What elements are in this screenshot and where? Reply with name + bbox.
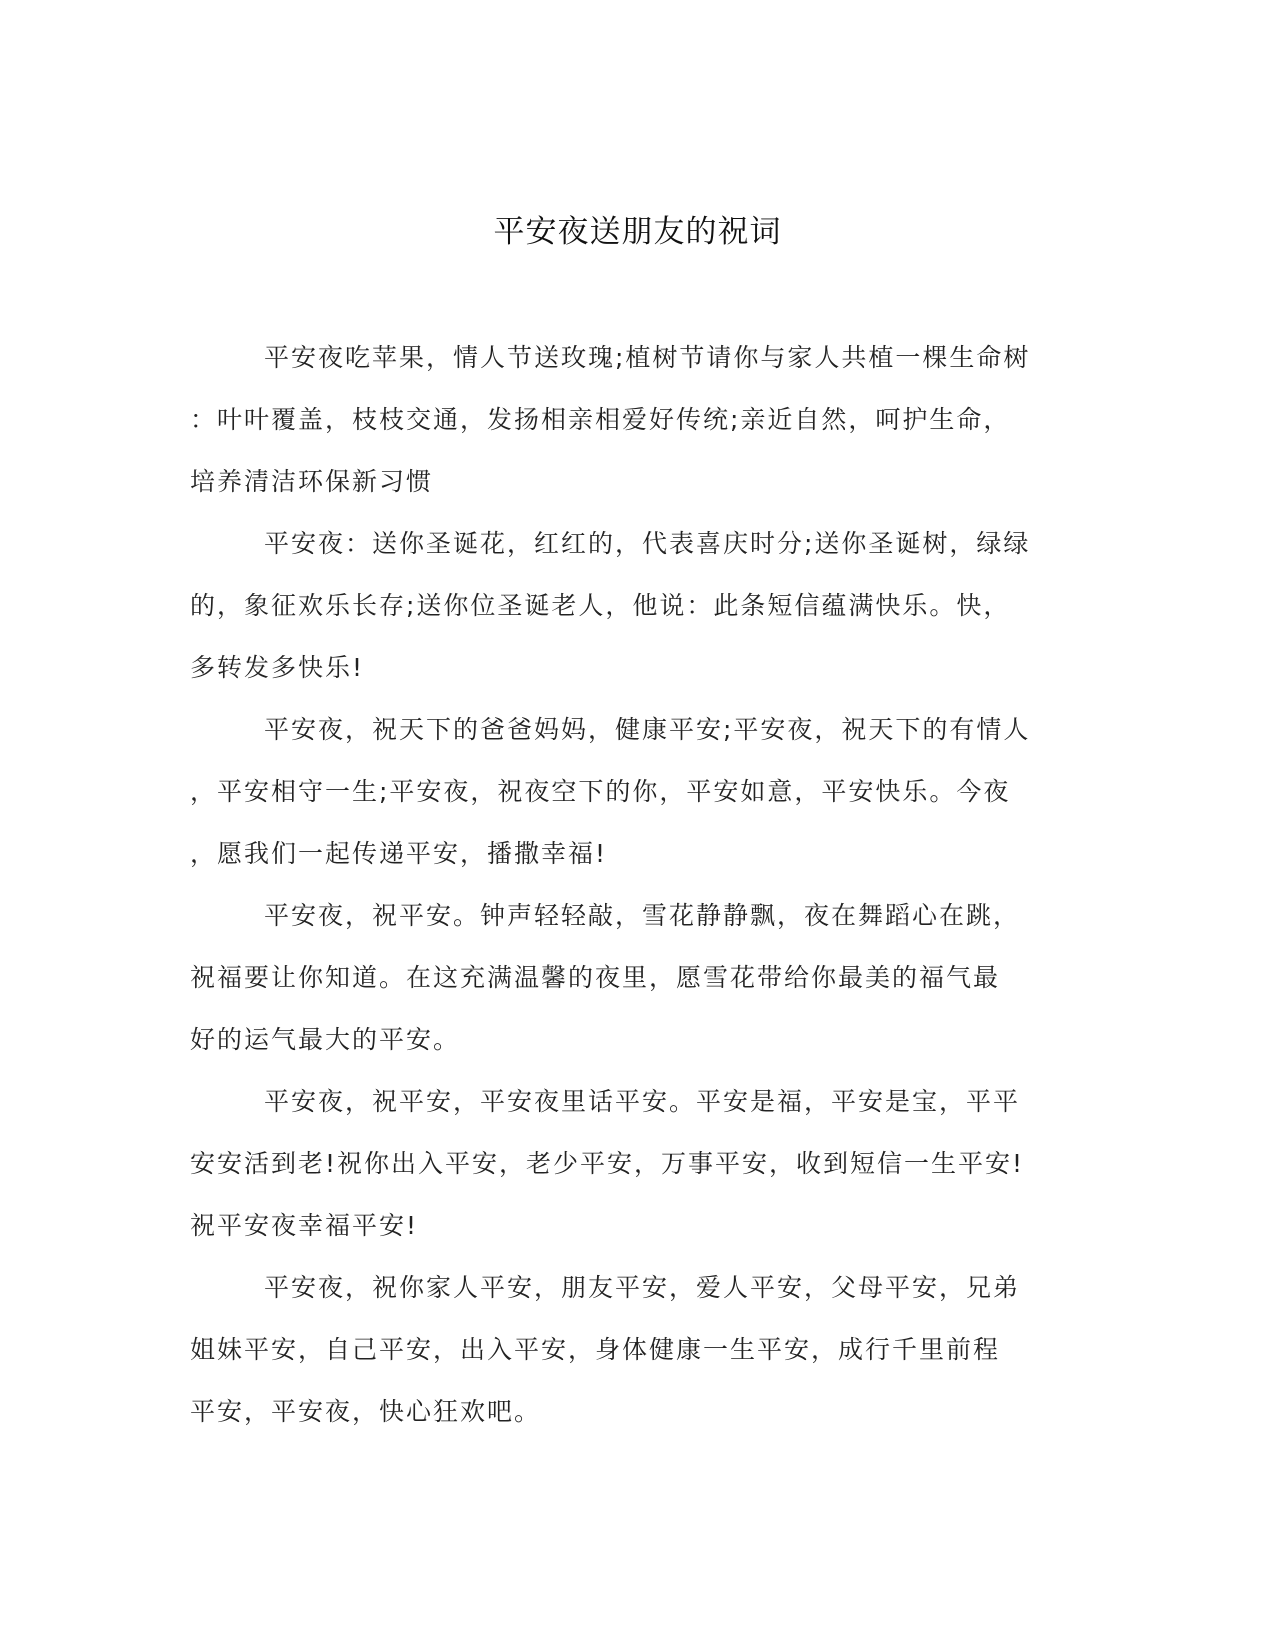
paragraph-line: 平安夜吃苹果，情人节送玫瑰;植树节请你与家人共植一棵生命树 [264, 343, 1031, 372]
document-title: 平安夜送朋友的祝词 [493, 214, 782, 250]
paragraph-5 [190, 1071, 1082, 1257]
paragraph-line: 平安夜，祝天下的爸爸妈妈，健康平安;平安夜，祝天下的有情人 [264, 715, 1031, 744]
paragraph-line: 平安夜，祝平安。钟声轻轻敲，雪花静静飘，夜在舞蹈心在跳， [264, 901, 1021, 930]
paragraph-line: 安安活到老!祝你出入平安，老少平安，万事平安，收到短信一生平安! [190, 1149, 1025, 1178]
document-body [190, 327, 1082, 1443]
paragraph-line: 祝福要让你知道。在这充满温馨的夜里，愿雪花带给你最美的福气最 [190, 963, 1001, 992]
paragraph-line: 多转发多快乐! [190, 653, 365, 682]
paragraph-line: 平安夜，祝平安，平安夜里话平安。平安是福，平安是宝，平平 [264, 1087, 1021, 1116]
paragraph-line: 平安夜，祝你家人平安，朋友平安，爱人平安，父母平安，兄弟 [264, 1273, 1021, 1302]
paragraph-line: 的，象征欢乐长存;送你位圣诞老人，他说：此条短信蕴满快乐。快， [190, 591, 1011, 620]
paragraph-line: 培养清洁环保新习惯 [190, 467, 434, 496]
paragraph-line: 平安，平安夜，快心狂欢吧。 [190, 1397, 542, 1426]
paragraph-line: ：叶叶覆盖，枝枝交通，发扬相亲相爱好传统;亲近自然，呵护生命， [190, 405, 1011, 434]
paragraph-line: 姐妹平安，自己平安，出入平安，身体健康一生平安，成行千里前程 [190, 1335, 1001, 1364]
paragraph-3 [190, 699, 1082, 885]
paragraph-2 [190, 513, 1082, 699]
paragraph-line: ，平安相守一生;平安夜，祝夜空下的你，平安如意，平安快乐。今夜 [190, 777, 1011, 806]
paragraph-6 [190, 1257, 1082, 1443]
paragraph-line: 祝平安夜幸福平安! [190, 1211, 419, 1240]
paragraph-line: 平安夜：送你圣诞花，红红的，代表喜庆时分;送你圣诞树，绿绿 [264, 529, 1031, 558]
paragraph-line: ，愿我们一起传递平安，播撒幸福! [190, 839, 608, 868]
paragraph-1 [190, 327, 1082, 513]
paragraph-line: 好的运气最大的平安。 [190, 1025, 461, 1054]
paragraph-4 [190, 885, 1082, 1071]
